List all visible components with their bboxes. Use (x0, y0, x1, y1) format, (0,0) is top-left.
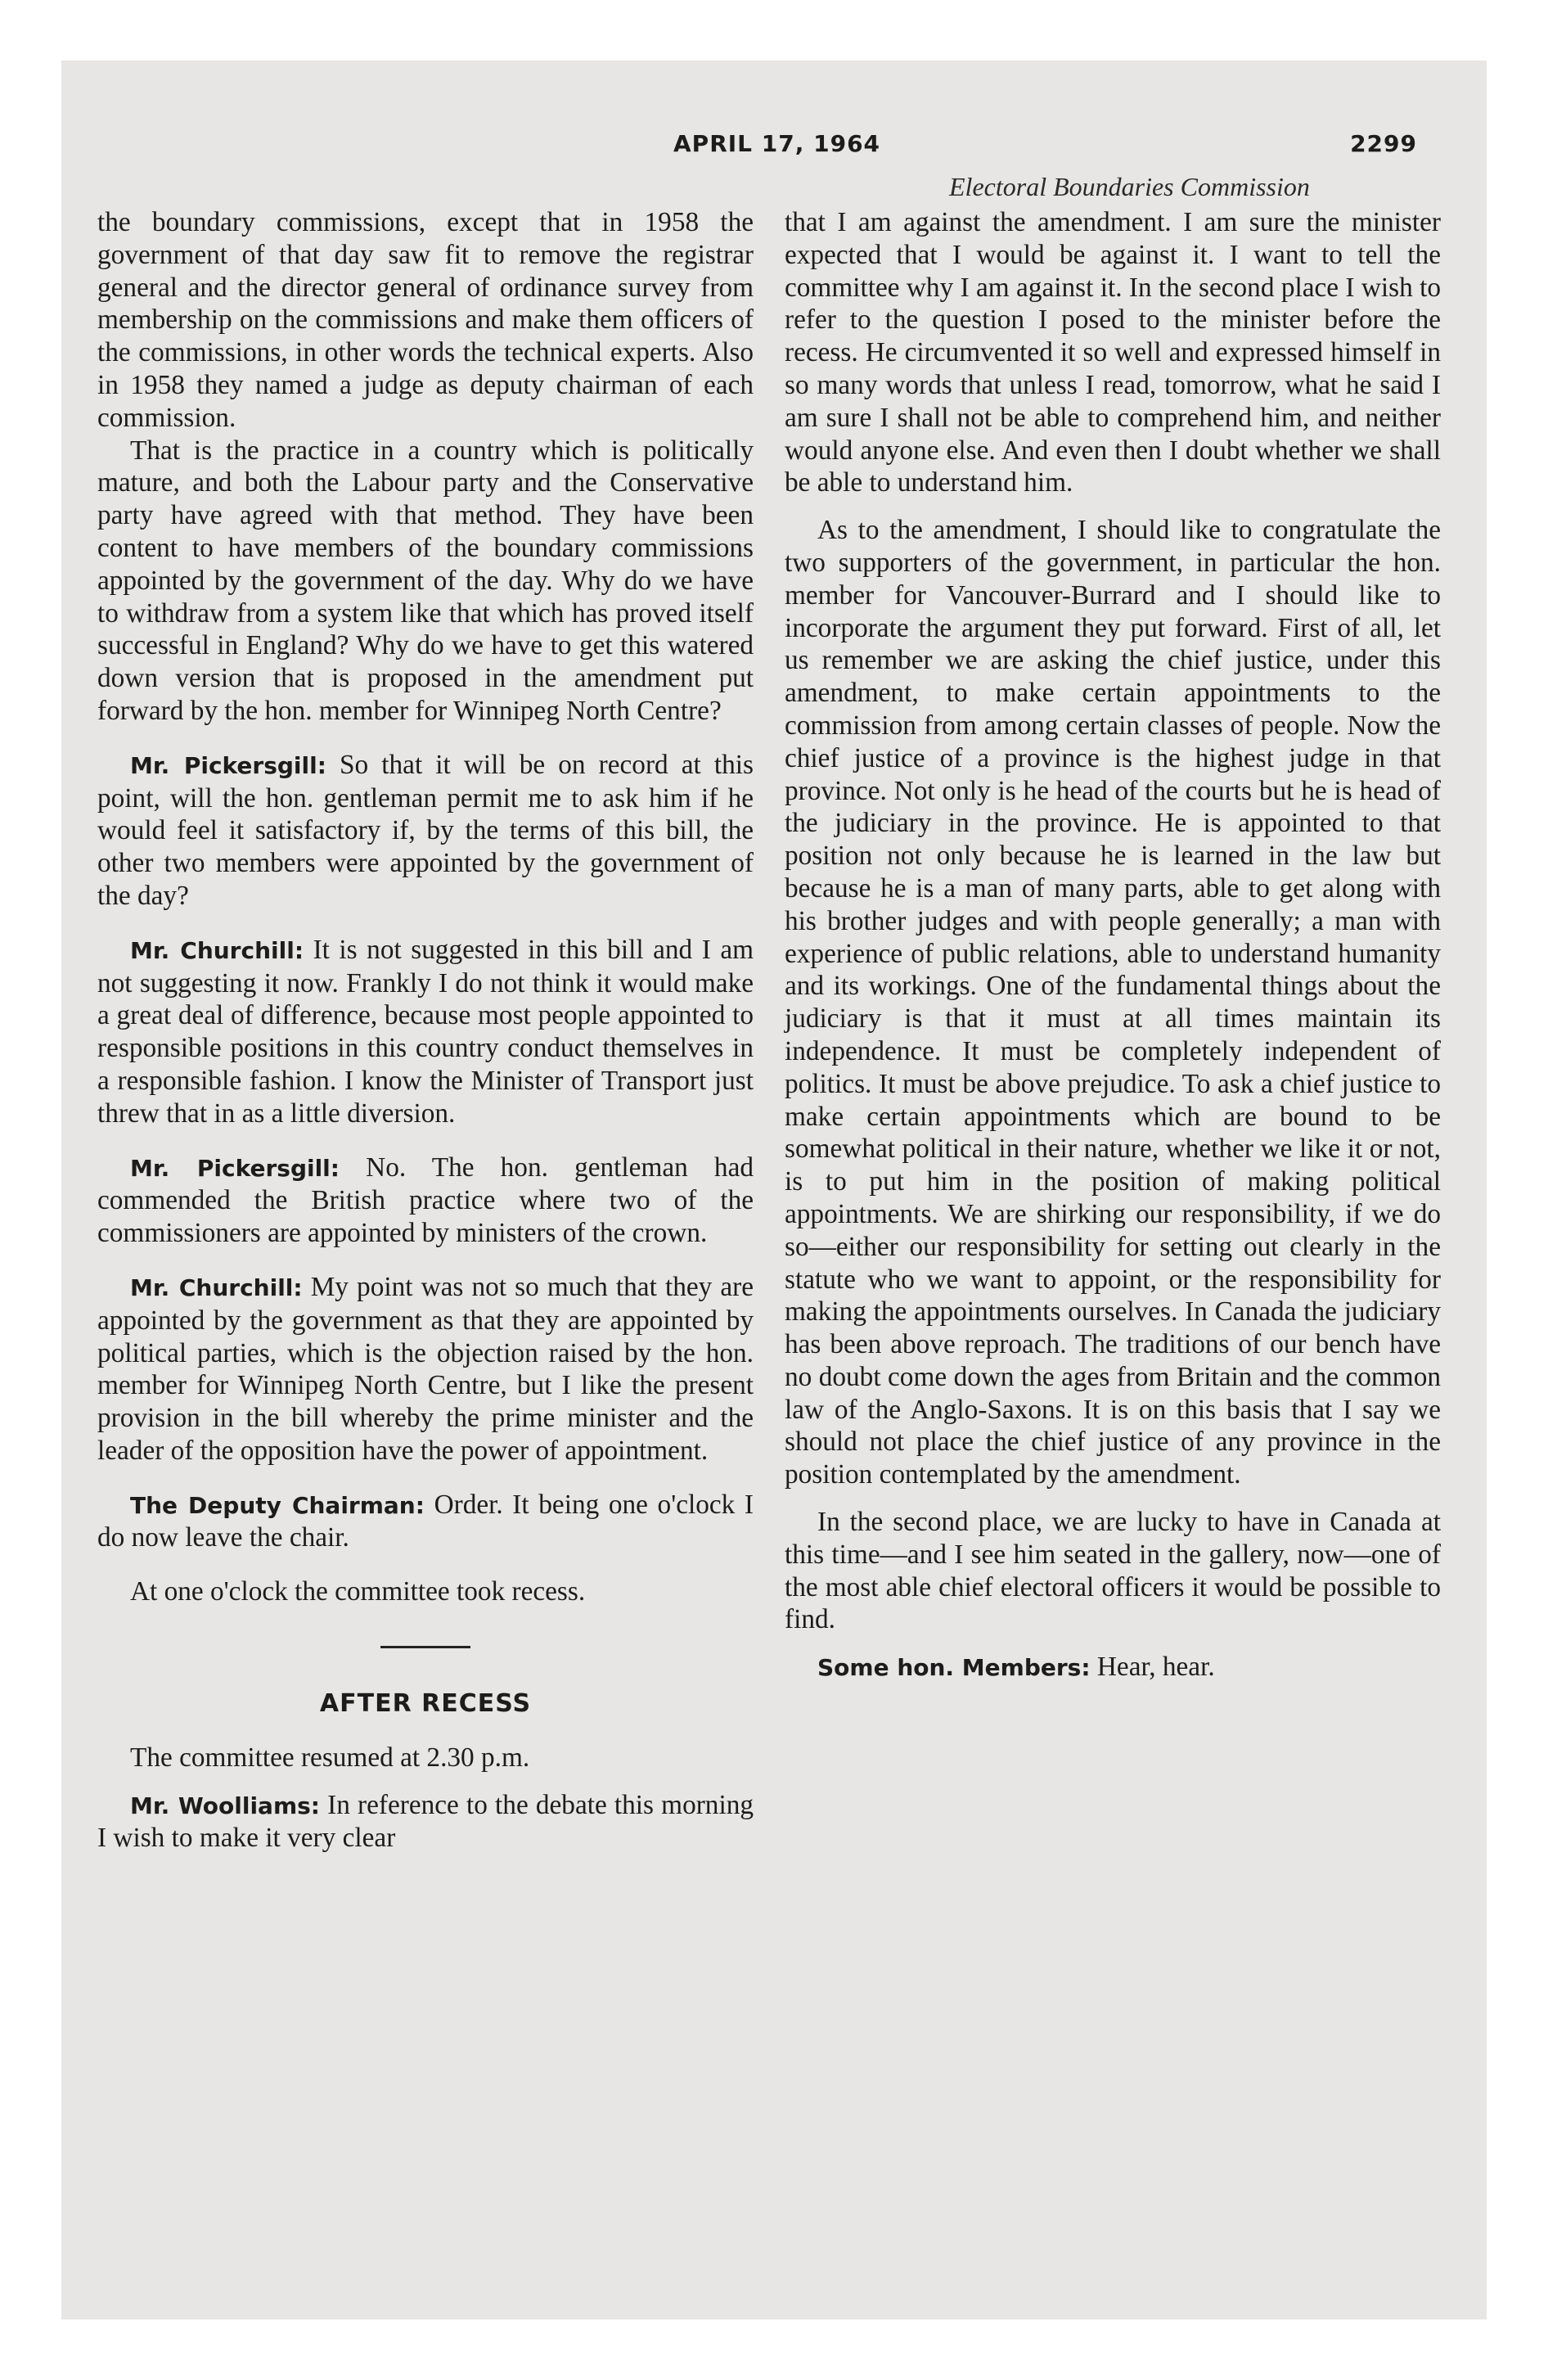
paragraph: that I am against the amendment. I am sure the minister expected that I would be against it. I want to tell the committee why I am against it. In the second place I wish to refer to the question I posed to the minister before the recess. He circumvented it so well and expressed himself in so many words that unless I read, tomorrow, what he said I am sure I shall not be able to comprehend him, and neither would anyone else. And even then I doubt whether we shall be able to understand him. (785, 207, 1441, 498)
header-date: APRIL 17, 1964 (673, 130, 881, 157)
speech (97, 1271, 754, 1467)
speaker-name: Mr. Pickersgill: (130, 1154, 340, 1182)
speech (785, 1651, 1441, 1684)
paragraph: In the second place, we are lucky to have in Canada at this time—and I see him seated in the gallery, now—one of the most able chief electoral officers it would be possible to find. (785, 1507, 1441, 1635)
paragraph: That is the practice in a country which is politically mature, and both the Labour party and the Conservative party have agreed with that method. They have been content to have members of the boundary commissions appointed by the government of the day. Why do we have to withdraw from a system like that which has proved itself successful in England? Why do we have to get this watered down version that is proposed in the amendment put forward by the hon. member for Winnipeg North Centre? (97, 435, 754, 726)
right-column (785, 206, 1441, 1684)
resumed-note: The committee resumed at 2.30 p.m. (130, 1742, 530, 1773)
speech-text: It is not suggested in this bill and I am not suggesting it now. Frankly I do not think it would make a great deal of difference, because most people appointed to responsible positions in this country conduct themselves in a responsible fashion. I know the Minister of Transport just threw that in as a little diversion. (97, 934, 754, 1129)
page-number: 2299 (1350, 130, 1417, 157)
recess-note: At one o'clock the committee took recess. (130, 1576, 586, 1607)
speech-text: My point was not so much that they are appointed by the government as that they are appointed by political parties, which is the objection raised by the hon. member for Winnipeg North Centre, but I like the present provision in the bill whereby the prime minister and the leader of the opposition have the power of appointment. (97, 1271, 754, 1466)
speech (97, 749, 754, 913)
speech-text: Order. It being one o'clock I do now leave the chair. (97, 1489, 754, 1553)
speaker-name: Mr. Woolliams: (130, 1792, 320, 1819)
page (61, 61, 1487, 2319)
speech-text: No. The hon. gentleman had commended the British practice where two of the commissioners are appointed by ministers of the crown. (97, 1152, 754, 1249)
speaker-name: The Deputy Chairman: (130, 1491, 425, 1519)
speech (97, 934, 754, 1130)
section-heading: AFTER RECESS (319, 1689, 532, 1719)
speech (97, 1152, 754, 1250)
speech-text: Hear, hear. (1096, 1652, 1215, 1683)
speaker-name: Mr. Churchill: (130, 1273, 303, 1301)
paragraph: the boundary commissions, except that in 1958 the government of that day saw fit to remove the registrar general and the director general of ordinance survey from membership on the commissions and make them officers of the commissions, in other words the technical experts. Also in 1958 they named a judge as deputy chairman of each commission. (97, 207, 754, 433)
running-title: Electoral Boundaries Commission (949, 172, 1310, 201)
speaker-name: Some hon. Members: (817, 1654, 1091, 1682)
speaker-name: Mr. Pickersgill: (130, 751, 326, 779)
speech-text: In reference to the debate this morning I wish to make it very clear (97, 1789, 754, 1854)
speech-text: So that it will be on record at this point, will the hon. gentleman permit me to ask him if he would feel it satisfactory if, by the terms of this bill, the other two members were appointed by the government of the day? (97, 749, 754, 911)
paragraph: As to the amendment, I should like to congratulate the two supporters of the government, in particular the hon. member for Vancouver-Burrard and I should like to incorporate the argument they put forward. First of all, let us remember we are asking the chief justice, under this amendment, to make certain appointments to the commission from among certain classes of people. Now the chief justice of a province is the highest judge in that province. Not only is he head of the courts but he is head of the judiciary in the province. He is appointed to that position not only because he is learned in the law but because he is a man of many parts, able to get along with his brother judges and with people generally; a man with experience of public relations, able to understand humanity and its workings. One of the fundamental things about the judiciary is that it must at all times maintain its independence. It must be completely independent of politics. It must be above prejudice. To ask a chief justice to make certain appointments which are bound to be somewhat political in their nature, whether we like it or not, is to put him in the position of making political appointments. We are shirking our responsibility, if we do so—either our responsibility for setting out clearly in the statute who we want to appoint, or the responsibility for making the appointments ourselves. In Canada the judiciary has been above reproach. The traditions of our bench have no doubt come down the ages from Britain and the common law of the Anglo-Saxons. It is on this basis that I say we should not place the chief justice of any province in the position contemplated by the amendment. (785, 515, 1441, 1490)
page-header (61, 130, 1487, 163)
speaker-name: Mr. Churchill: (130, 936, 304, 964)
section-divider (380, 1646, 470, 1648)
speech (97, 1489, 754, 1555)
speech (97, 1789, 754, 1855)
left-column (97, 206, 754, 1855)
